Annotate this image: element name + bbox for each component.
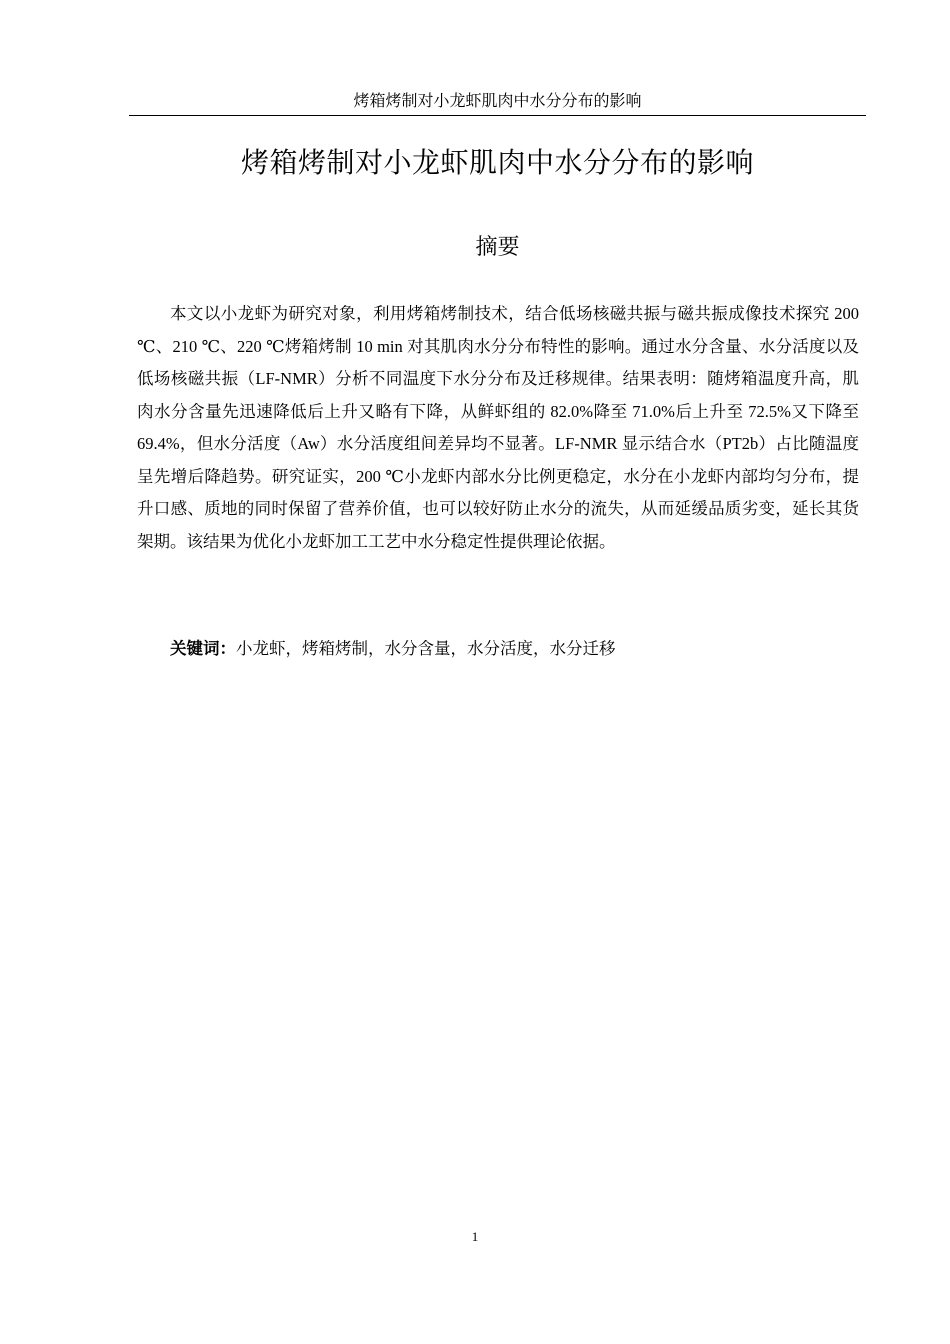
abstract-heading: 摘要	[475, 235, 520, 260]
abstract-body: 本文以小龙虾为研究对象，利用烤箱烤制技术，结合低场核磁共振与磁共振成像技术探究 200 ℃、210 ℃、220 ℃烤箱烤制 10 min 对其肌肉水分分布特性的影响。通过水分含量、水分活度以及低场核磁共振（LF-NMR）分析不同温度下水分分布及迁移规律。结果表明：随烤箱温度升高，肌肉水分含量先迅速降低后上升又略有下降，从鲜虾组的 82.0%降至 71.0%后上升至 72.5%又下降至 69.4%，但水分活度（Aw）水分活度组间差异均不显著。LF-NMR 显示结合水（PT2b）占比随温度呈先增后降趋势。研究证实，200 ℃小龙虾内部水分比例更稳定，水分在小龙虾内部均匀分布，提升口感、质地的同时保留了营养价值，也可以较好防止水分的流失，从而延缓品质劣变，延长其货架期。该结果为优化小龙虾加工工艺中水分稳定性提供理论依据。	[137, 304, 859, 551]
keywords-line	[137, 633, 859, 665]
document-title: 烤箱烤制对小龙虾肌肉中水分分布的影响	[240, 146, 754, 179]
running-header	[129, 91, 866, 116]
keywords-label: 关键词：	[170, 639, 236, 658]
keywords-text: 小龙虾，烤箱烤制，水分含量，水分活度，水分迁移	[236, 639, 616, 658]
running-header-title: 烤箱烤制对小龙虾肌肉中水分分布的影响	[353, 93, 642, 110]
page-number: 1	[471, 1229, 479, 1244]
